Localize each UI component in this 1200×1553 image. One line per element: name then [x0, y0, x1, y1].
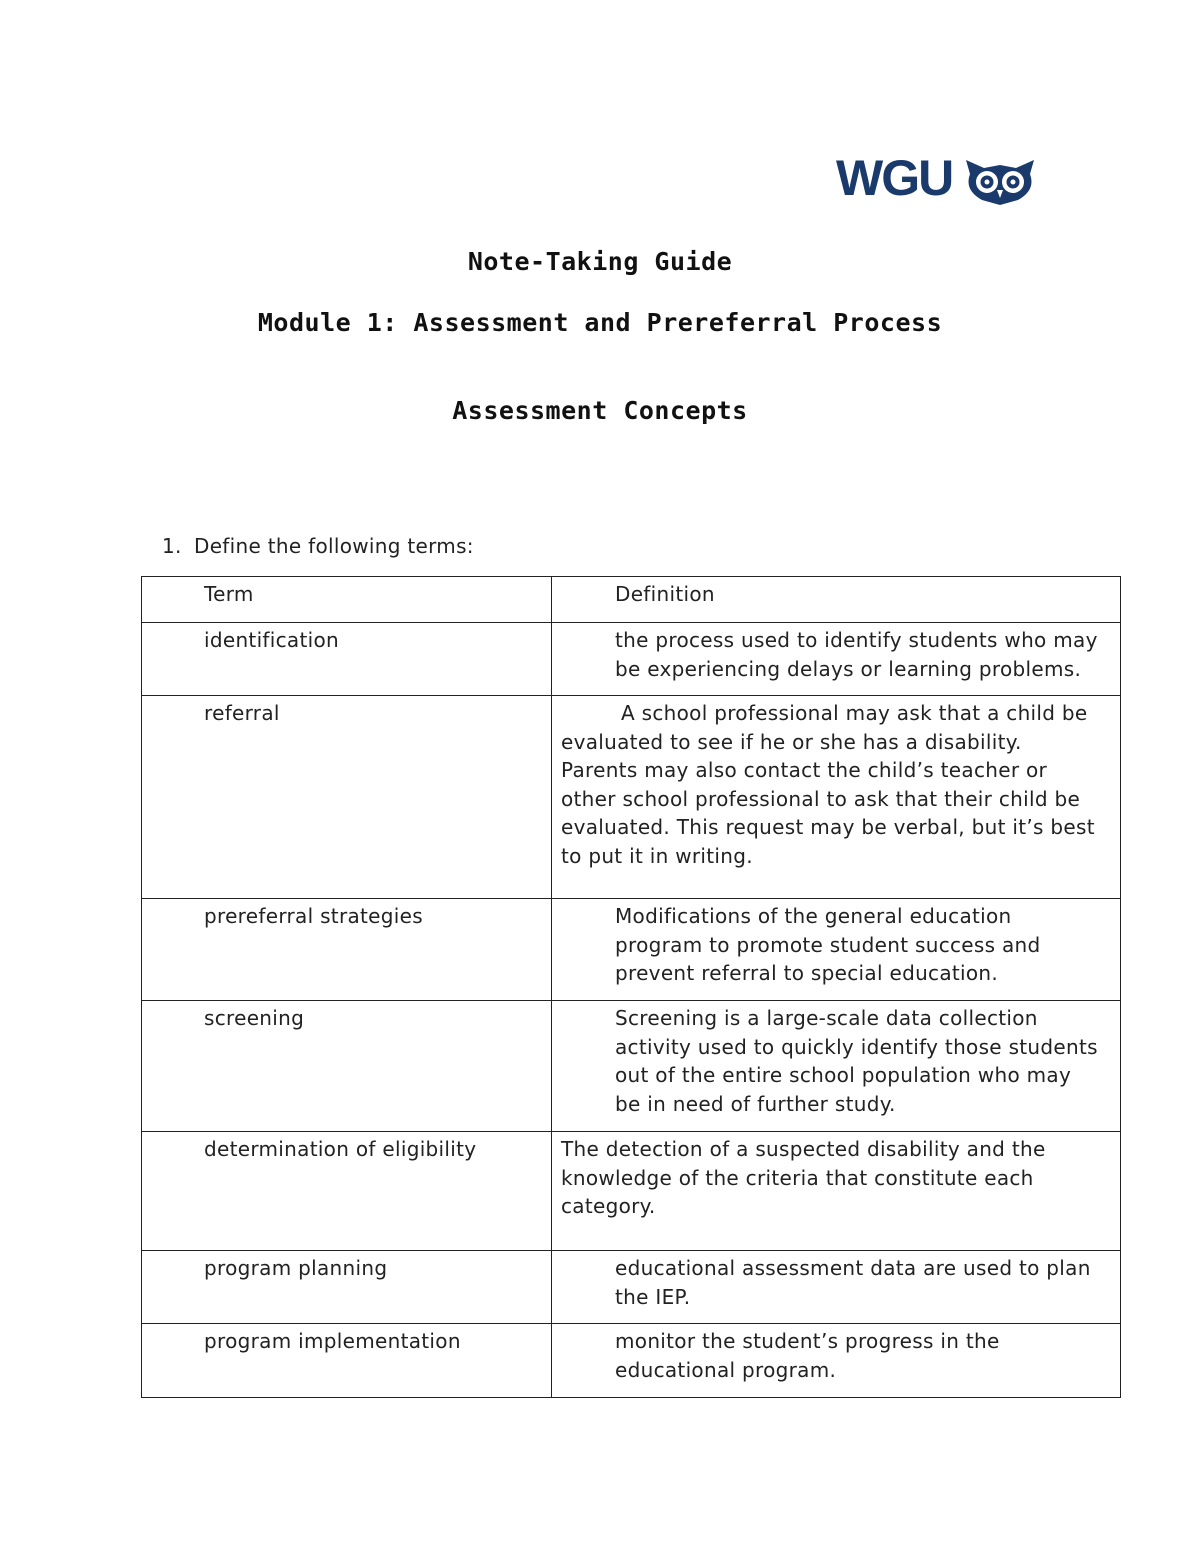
term-cell: program implementation	[142, 1324, 552, 1398]
table-row	[142, 696, 1121, 899]
header-definition: Definition	[552, 577, 1121, 623]
definition-cell: The detection of a suspected disability and the knowledge of the criteria that constitute each category.	[552, 1132, 1121, 1251]
definition-cell: Screening is a large-scale data collection activity used to quickly identify those students out of the entire school population who may be in need of further study.	[552, 1001, 1121, 1132]
term-cell: prereferral strategies	[142, 899, 552, 1001]
table-row	[142, 1324, 1121, 1398]
definition-cell: monitor the student’s progress in the educational program.	[552, 1324, 1121, 1398]
table-row	[142, 899, 1121, 1001]
section-title: Assessment Concepts	[452, 396, 748, 425]
table-row	[142, 1132, 1121, 1251]
table-header-row	[142, 577, 1121, 623]
wgu-logo	[836, 150, 1040, 208]
module-title: Module 1: Assessment and Prereferral Process	[257, 308, 943, 337]
term-cell: screening	[142, 1001, 552, 1132]
definition-text: A school professional may ask that a child be evaluated to see if he or she has a disability. Parents may also contact the child’s teacher or other school professional to ask that their child be evaluated. This request may be verbal, but it’s best to put it in writing.	[561, 701, 1095, 868]
term-cell: identification	[142, 623, 552, 696]
header-term: Term	[142, 577, 552, 623]
term-cell: referral	[142, 696, 552, 899]
page-title: Note-Taking Guide	[467, 247, 733, 276]
definition-cell: the process used to identify students who may be experiencing delays or learning problems.	[552, 623, 1121, 696]
definition-cell: Modifications of the general education program to promote student success and prevent referral to special education.	[552, 899, 1121, 1001]
definition-cell: educational assessment data are used to plan the IEP.	[552, 1251, 1121, 1324]
instruction	[162, 534, 474, 558]
term-cell: determination of eligibility	[142, 1132, 552, 1251]
definition-cell	[552, 696, 1121, 899]
table-row	[142, 1251, 1121, 1324]
term-cell: program planning	[142, 1251, 552, 1324]
logo-wordmark: WGU	[836, 150, 953, 206]
instruction-text: Define the following terms:	[194, 534, 474, 558]
table-row	[142, 623, 1121, 696]
owl-icon	[962, 156, 1038, 206]
terms-table	[141, 576, 1121, 1398]
instruction-number: 1.	[162, 534, 182, 558]
table-row	[142, 1001, 1121, 1132]
